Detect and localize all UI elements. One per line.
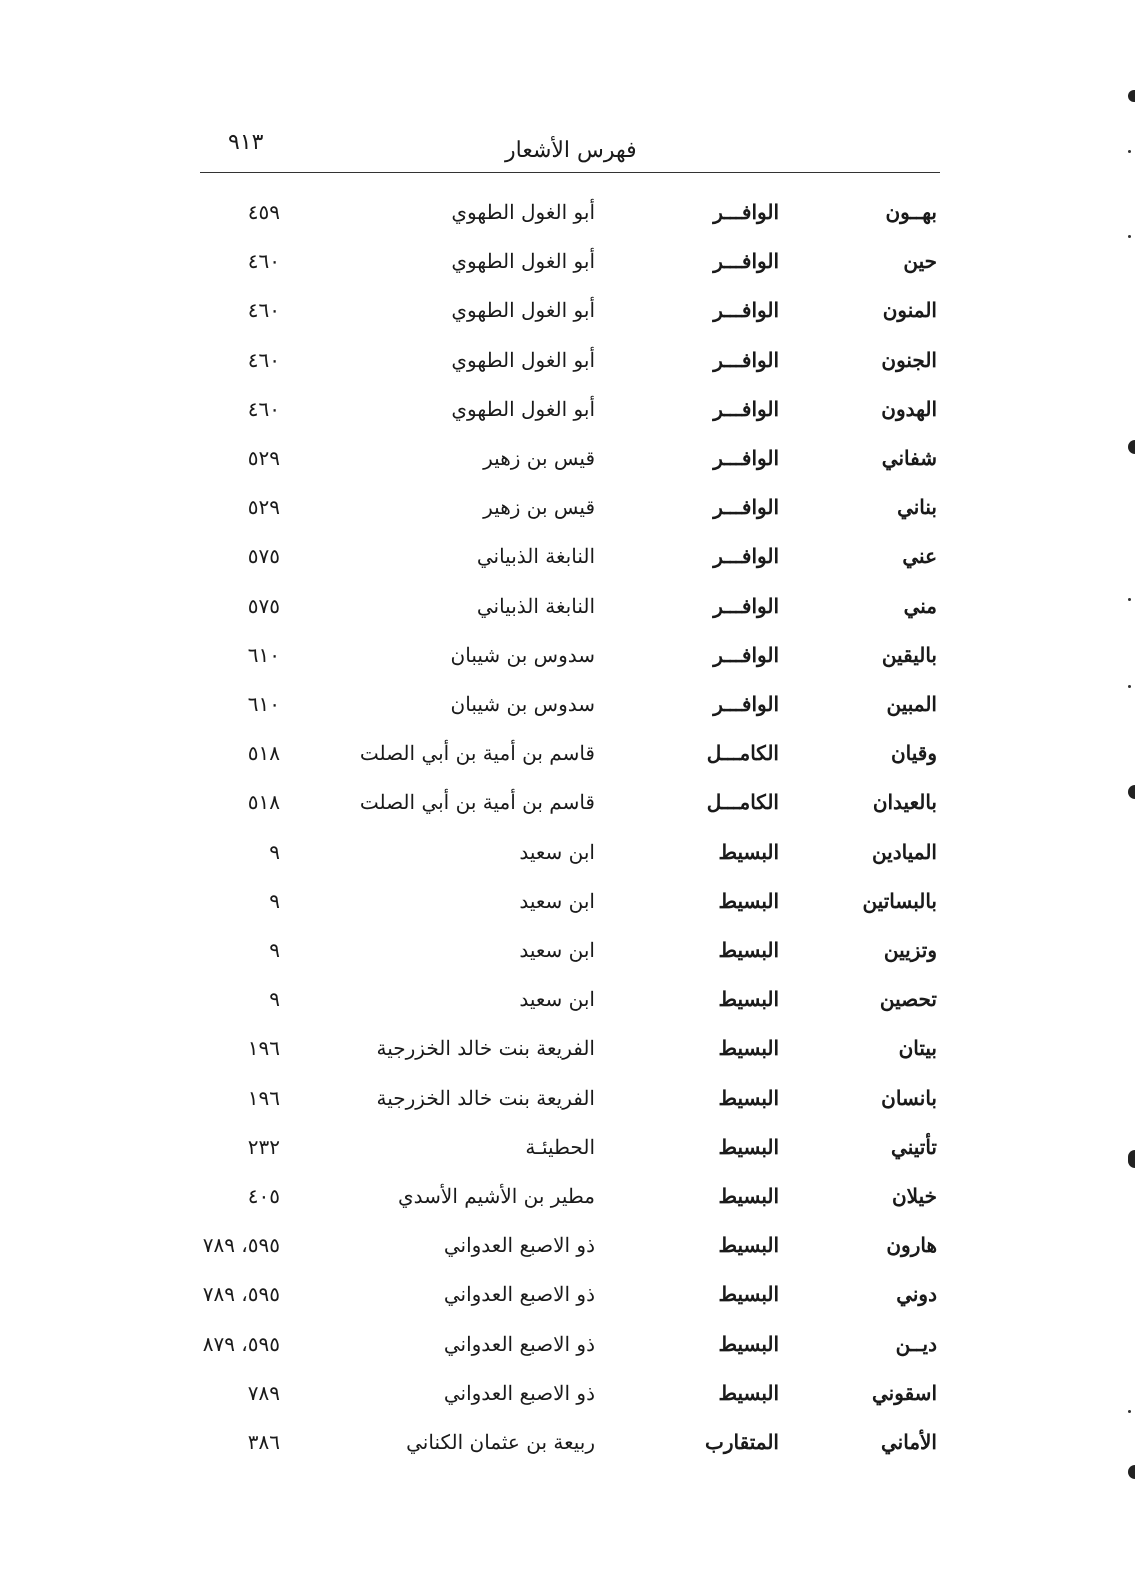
page-references: ٥٩٥، ٧٨٩: [202, 1233, 280, 1258]
poetic-meter: الوافـــر: [713, 692, 779, 716]
index-entry-row: [0, 987, 1135, 1037]
rhyme-word: المبين: [886, 692, 937, 716]
poet-name: قيس بن زهير: [483, 495, 595, 520]
poet-name: ذو الاصبع العدواني: [443, 1282, 595, 1307]
poetic-meter: الوافـــر: [713, 495, 779, 520]
page-references: ٥١٨: [247, 790, 280, 815]
poetic-meter: البسيط: [718, 1134, 779, 1159]
poet-name: ابن سعيد: [519, 839, 595, 864]
index-entry-row: [0, 200, 1135, 250]
index-entry-row: [0, 692, 1135, 742]
index-entry-row: [0, 1381, 1135, 1431]
poet-name: أبو الغول الطهوي: [451, 200, 595, 224]
page-references: ٤٦٠: [247, 396, 280, 421]
rhyme-word: تأتيني: [891, 1134, 937, 1159]
page-references: ٦١٠: [247, 642, 280, 667]
rhyme-word: هارون: [886, 1233, 937, 1258]
poet-name: ابن سعيد: [519, 987, 595, 1012]
poetic-meter: البسيط: [718, 1036, 779, 1061]
page-references: ١٩٦: [247, 1036, 280, 1061]
index-entry-row: [0, 594, 1135, 644]
poetic-meter: الوافـــر: [713, 544, 779, 569]
scan-edge-dot: [1128, 598, 1131, 601]
poet-name: الحطيئـة: [525, 1134, 595, 1159]
index-entry-row: [0, 348, 1135, 398]
poet-name: سدوس بن شيبان: [450, 692, 595, 716]
index-entry-row: [0, 889, 1135, 939]
page-references: ٥٧٥: [247, 544, 280, 569]
page-references: ٩: [269, 987, 280, 1012]
rhyme-word: وتزيين: [883, 938, 937, 962]
rhyme-word: دوني: [896, 1282, 937, 1307]
page-references: ٤٠٥: [247, 1184, 280, 1208]
index-entry-row: [0, 741, 1135, 791]
scan-edge-dot: [1128, 1410, 1131, 1413]
poet-name: ذو الاصبع العدواني: [443, 1331, 595, 1356]
poetic-meter: البسيط: [718, 1331, 779, 1356]
index-entry-row: [0, 249, 1135, 299]
page-references: ٢٣٢: [247, 1134, 280, 1159]
page-references: ٥٢٩: [247, 495, 280, 520]
index-entry-row: [0, 938, 1135, 988]
poetic-meter: الوافـــر: [713, 593, 779, 618]
index-entry-row: [0, 1135, 1135, 1185]
poet-name: النابغة الذبياني: [476, 593, 595, 618]
poetic-meter: البسيط: [718, 1085, 779, 1110]
index-entry-row: [0, 1332, 1135, 1382]
poetic-meter: الوافـــر: [713, 642, 779, 667]
page-references: ٧٨٩: [247, 1380, 280, 1405]
poet-name: قيس بن زهير: [483, 446, 595, 470]
rhyme-word: الأماني: [880, 1430, 937, 1454]
rhyme-word: اسقوني: [872, 1380, 937, 1405]
poetic-meter: البسيط: [718, 1233, 779, 1258]
page-references: ٤٦٠: [247, 298, 280, 323]
poetic-meter: البسيط: [718, 1282, 779, 1307]
rhyme-word: حين: [903, 249, 937, 274]
page-references: ٥٩٥، ٨٧٩: [202, 1331, 280, 1356]
poetic-meter: الوافـــر: [713, 249, 779, 274]
index-entry-row: [0, 1184, 1135, 1234]
poet-name: الفريعة بنت خالد الخزرجية: [376, 1036, 595, 1061]
poetic-meter: البسيط: [718, 987, 779, 1012]
index-entry-row: [0, 1430, 1135, 1480]
poet-name: ذو الاصبع العدواني: [443, 1233, 595, 1258]
poet-name: ابن سعيد: [519, 938, 595, 962]
page-references: ٤٦٠: [247, 347, 280, 372]
rhyme-word: الهدون: [881, 396, 937, 421]
index-entry-row: [0, 446, 1135, 496]
poetic-meter: البسيط: [718, 938, 779, 962]
poetic-meter: المتقارب: [705, 1430, 779, 1454]
rhyme-word: ديــن: [895, 1331, 937, 1356]
index-entry-row: [0, 544, 1135, 594]
poet-name: قاسم بن أمية بن أبي الصلت: [359, 790, 595, 815]
index-entry-row: [0, 1233, 1135, 1283]
rhyme-word: بالبساتين: [862, 888, 937, 913]
scan-edge-mark: [1128, 1150, 1135, 1168]
index-entry-row: [0, 1036, 1135, 1086]
index-entry-row: [0, 298, 1135, 348]
poetic-meter: الوافـــر: [713, 446, 779, 470]
poet-name: أبو الغول الطهوي: [451, 347, 595, 372]
page-references: ٥١٨: [247, 741, 280, 766]
scan-edge-mark: [1128, 440, 1135, 454]
scan-edge-dot: [1128, 150, 1131, 153]
scan-edge-dot: [1128, 235, 1131, 238]
page-references: ١٩٦: [247, 1085, 280, 1110]
poetic-meter: الوافـــر: [713, 298, 779, 323]
rhyme-word: تحصين: [879, 987, 937, 1012]
page-references: ٤٥٩: [247, 200, 280, 224]
page-title: فهرس الأشعار: [505, 138, 637, 163]
rhyme-word: خيلان: [891, 1184, 937, 1208]
poetic-meter: الوافـــر: [713, 347, 779, 372]
rhyme-word: الميادين: [871, 839, 937, 864]
poet-name: ربيعة بن عثمان الكناني: [406, 1430, 595, 1454]
poet-name: أبو الغول الطهوي: [451, 396, 595, 421]
poet-name: النابغة الذبياني: [476, 544, 595, 569]
page-references: ٩: [269, 839, 280, 864]
poet-name: مطير بن الأشيم الأسدي: [398, 1184, 595, 1208]
rhyme-word: عني: [902, 544, 937, 569]
scan-edge-mark: [1128, 1465, 1135, 1479]
index-entry-row: [0, 643, 1135, 693]
poet-name: الفريعة بنت خالد الخزرجية: [376, 1085, 595, 1110]
poetic-meter: البسيط: [718, 1184, 779, 1208]
poetic-meter: الوافـــر: [713, 200, 779, 224]
index-entry-row: [0, 495, 1135, 545]
poetic-meter: الكامـــل: [706, 741, 779, 766]
page-references: ٩: [269, 888, 280, 913]
rhyme-word: شفاني: [881, 446, 937, 470]
rhyme-word: وقيان: [890, 741, 937, 766]
index-entry-row: [0, 840, 1135, 890]
poetic-meter: البسيط: [718, 888, 779, 913]
index-entry-row: [0, 1282, 1135, 1332]
poetic-meter: البسيط: [718, 1380, 779, 1405]
header-rule: [200, 172, 940, 173]
poet-name: ابن سعيد: [519, 888, 595, 913]
rhyme-word: بهــون: [885, 200, 937, 224]
index-entry-row: [0, 790, 1135, 840]
scan-edge-mark: [1128, 785, 1135, 799]
rhyme-word: المنون: [882, 298, 937, 323]
page-number: ٩١٣: [228, 130, 264, 155]
rhyme-word: بانسان: [881, 1085, 937, 1110]
scan-edge-dot: [1128, 685, 1131, 688]
page-references: ٥٢٩: [247, 446, 280, 470]
poet-name: سدوس بن شيبان: [450, 642, 595, 667]
rhyme-word: باليقين: [881, 642, 937, 667]
page-references: ٤٦٠: [247, 249, 280, 274]
poet-name: قاسم بن أمية بن أبي الصلت: [359, 741, 595, 766]
rhyme-word: بالعيدان: [872, 790, 937, 815]
index-entry-row: [0, 397, 1135, 447]
rhyme-word: بناني: [897, 495, 937, 520]
rhyme-word: بيتان: [898, 1036, 937, 1061]
index-entry-row: [0, 1086, 1135, 1136]
rhyme-word: مني: [903, 593, 937, 618]
poetic-meter: الكامـــل: [706, 790, 779, 815]
page-references: ٥٧٥: [247, 593, 280, 618]
scan-edge-mark: [1128, 90, 1135, 102]
poet-name: ذو الاصبع العدواني: [443, 1380, 595, 1405]
poetic-meter: الوافـــر: [713, 396, 779, 421]
poet-name: أبو الغول الطهوي: [451, 298, 595, 323]
page-references: ٦١٠: [247, 692, 280, 716]
page-references: ٩: [269, 938, 280, 962]
poet-name: أبو الغول الطهوي: [451, 249, 595, 274]
page-references: ٣٨٦: [247, 1430, 280, 1454]
rhyme-word: الجنون: [881, 347, 937, 372]
poetic-meter: البسيط: [718, 839, 779, 864]
page-references: ٥٩٥، ٧٨٩: [202, 1282, 280, 1307]
